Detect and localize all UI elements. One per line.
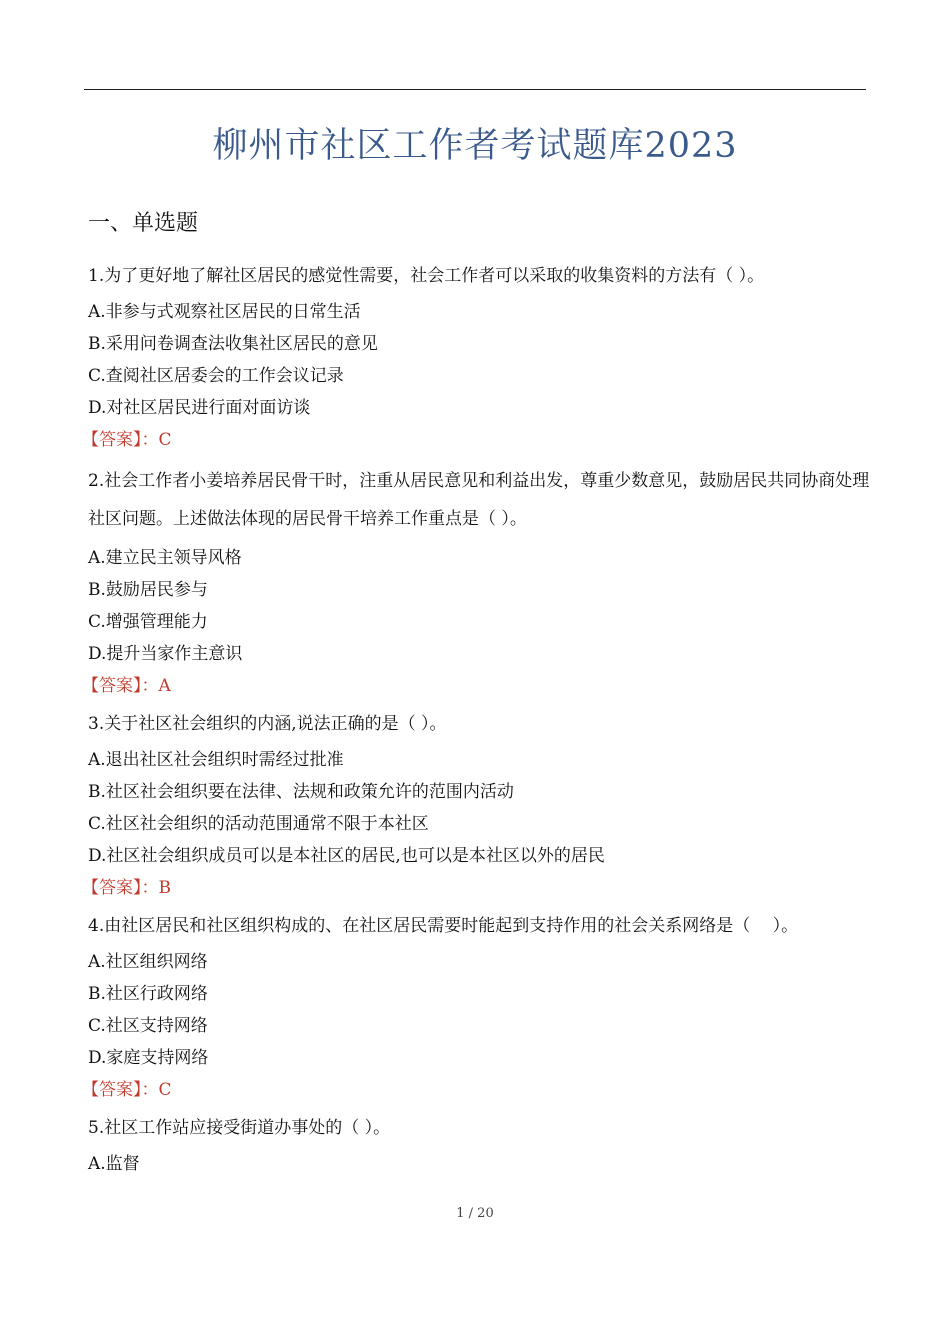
question-3 bbox=[82, 708, 870, 904]
option-d: D.对社区居民进行面对面访谈 bbox=[88, 398, 311, 418]
answer-label: 【答案】：C bbox=[82, 1080, 172, 1100]
question-4 bbox=[82, 910, 870, 1106]
answer-label: 【答案】：C bbox=[82, 430, 172, 450]
question-5 bbox=[88, 1112, 870, 1180]
answer-label: 【答案】：A bbox=[82, 676, 171, 696]
question-stem: 5.社区工作站应接受街道办事处的（ ）。 bbox=[88, 1118, 391, 1138]
header-rule bbox=[84, 89, 866, 90]
option-a: A.退出社区社会组织时需经过批准 bbox=[88, 750, 344, 770]
option-c: C.增强管理能力 bbox=[88, 612, 208, 632]
question-2 bbox=[82, 462, 870, 702]
question-stem: 1.为了更好地了解社区居民的感觉性需要，社会工作者可以采取的收集资料的方法有（ ）。 bbox=[88, 266, 765, 286]
option-b: B.社区行政网络 bbox=[88, 984, 208, 1004]
option-b: B.社区社会组织要在法律、法规和政策允许的范围内活动 bbox=[88, 782, 514, 802]
option-b: B.采用问卷调查法收集社区居民的意见 bbox=[88, 334, 378, 354]
option-a: A.社区组织网络 bbox=[88, 952, 208, 972]
option-a: A.监督 bbox=[88, 1154, 140, 1174]
option-c: C.社区社会组织的活动范围通常不限于本社区 bbox=[88, 814, 429, 834]
option-c: C.查阅社区居委会的工作会议记录 bbox=[88, 366, 344, 386]
option-d: D.家庭支持网络 bbox=[88, 1048, 209, 1068]
option-d: D.提升当家作主意识 bbox=[88, 644, 243, 664]
question-stem: 2.社会工作者小姜培养居民骨干时，注重从居民意见和利益出发，尊重少数意见，鼓励居民共同协商处理社区问题。上述做法体现的居民骨干培养工作重点是（ ）。 bbox=[88, 471, 870, 529]
option-d: D.社区社会组织成员可以是本社区的居民,也可以是本社区以外的居民 bbox=[88, 846, 605, 866]
option-c: C.社区支持网络 bbox=[88, 1016, 208, 1036]
page-number: 1 / 20 bbox=[456, 1206, 494, 1221]
question-stem: 3.关于社区社会组织的内涵,说法正确的是（ ）。 bbox=[88, 714, 447, 734]
section-heading: 一、单选题 bbox=[88, 211, 199, 236]
answer-label: 【答案】：B bbox=[82, 878, 171, 898]
option-a: A.建立民主领导风格 bbox=[88, 548, 242, 568]
question-stem: 4.由社区居民和社区组织构成的、在社区居民需要时能起到支持作用的社会关系网络是（ ）。 bbox=[88, 916, 799, 936]
document-title: 柳州市社区工作者考试题库2023 bbox=[212, 126, 738, 166]
option-a: A.非参与式观察社区居民的日常生活 bbox=[88, 302, 361, 322]
question-1 bbox=[82, 260, 870, 456]
question-list bbox=[82, 260, 870, 1184]
option-b: B.鼓励居民参与 bbox=[88, 580, 208, 600]
